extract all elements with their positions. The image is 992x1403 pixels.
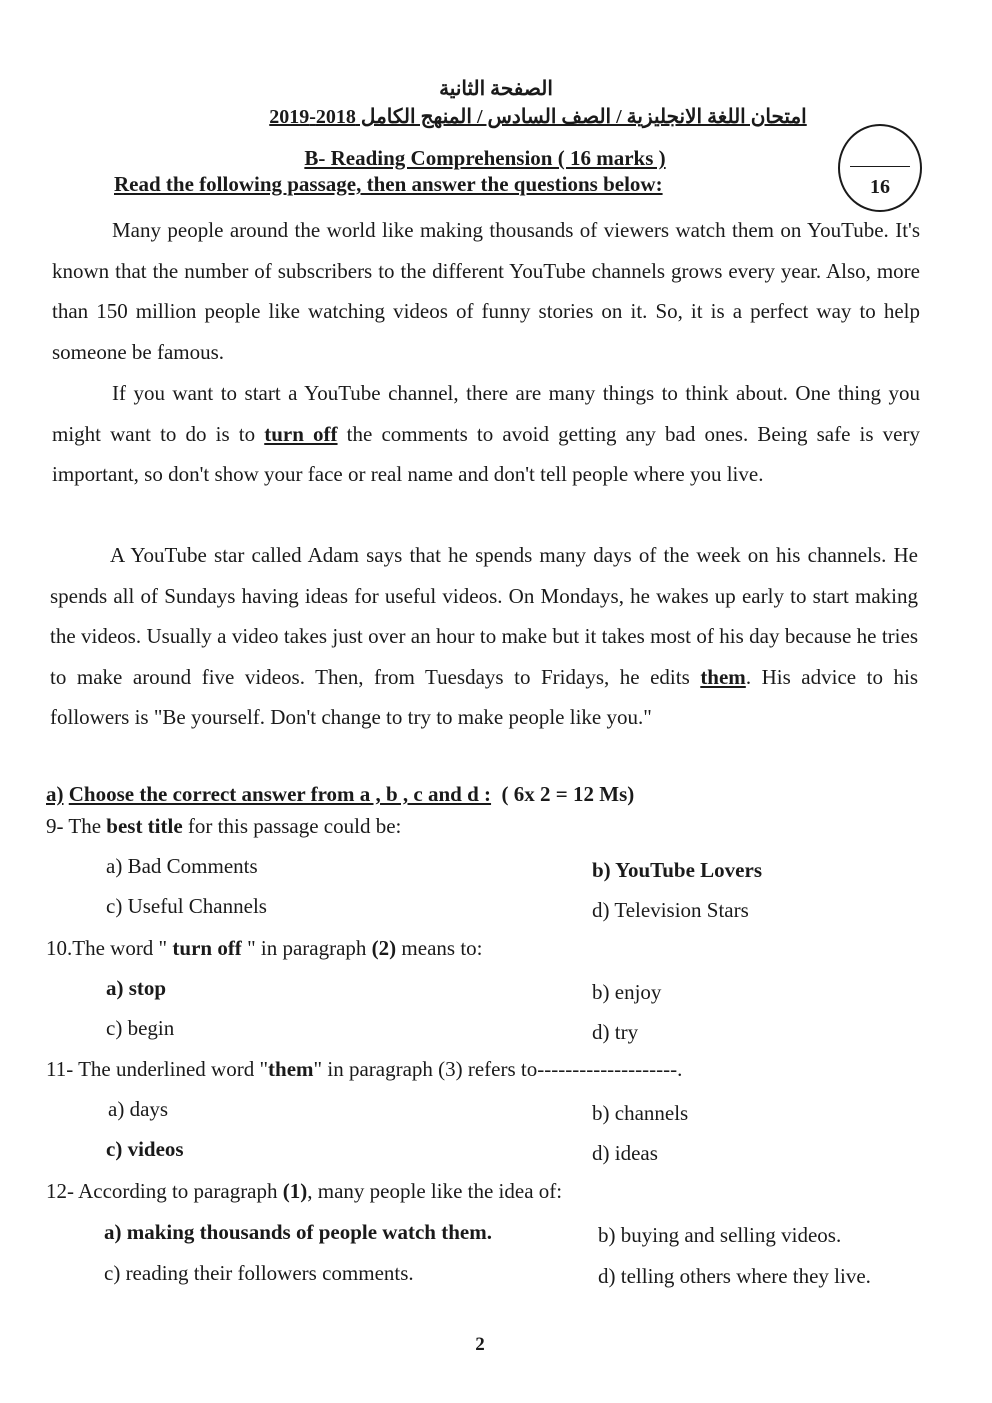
q12-option-a[interactable]: a) making thousands of people watch them. [104,1220,492,1244]
score-divider [850,166,910,167]
q10-stem-bold: turn off [172,936,242,960]
q10-stem-part: 10.The word " [46,936,173,960]
question-10-stem [46,936,483,961]
q11-option-b[interactable]: b) channels [592,1101,689,1125]
question-9-stem [46,814,401,839]
p2-text-after: the comments to avoid getting any bad ones. Being safe is very important, so don't show your face or real name and don't tell people where you live. [52,421,920,486]
score-total: 16 [870,176,890,198]
q10-option-d[interactable]: d) try [592,1020,639,1044]
q11-stem-bold: them [268,1057,314,1081]
p3-text-before: A YouTube star called Adam says that he spends many days of the week on his channels. He spends all of Sundays having ideas for useful videos. On Mondays, he wakes up early to start making the videos. Usually a video takes just over an hour to make but it takes most of his day because he tries to make around five videos. Then, from Tuesdays to Fridays, he edits [50,543,918,689]
q10-stem-bold: (2) [371,936,397,960]
q11-stem-part: 11- The underlined word " [46,1057,269,1081]
q9-stem-part: for this passage could be: [182,814,402,838]
q10-stem-part: " in paragraph [241,936,372,960]
part-a-marks: ( 6x 2 = 12 Ms) [501,782,635,806]
q9-option-d[interactable]: d) Television Stars [592,898,749,922]
q9-option-b[interactable]: b) YouTube Lovers [592,858,762,882]
arabic-page-label: الصفحة الثانية [439,78,553,100]
q10-option-c[interactable]: c) begin [106,1016,175,1040]
question-12-stem [46,1179,562,1204]
q11-option-d[interactable]: d) ideas [592,1141,658,1165]
arabic-exam-title: امتحان اللغة الانجليزية / الصف السادس / المنهج الكامل 2018-2019 [269,106,807,128]
q12-option-c[interactable]: c) reading their followers comments. [104,1261,414,1285]
q9-option-a[interactable]: a) Bad Comments [106,854,258,878]
q11-option-c[interactable]: c) videos [106,1137,184,1161]
q12-stem-bold: (1) [282,1179,308,1203]
q11-stem-part: " in paragraph (3) refers to--------------------. [313,1057,683,1081]
p3-text-after: . His advice to his followers is "Be yourself. Don't change to try to make people like you." [50,664,918,729]
q11-option-a[interactable]: a) days [108,1097,169,1121]
q12-option-b[interactable]: b) buying and selling videos. [598,1223,842,1247]
part-a-heading [46,782,634,807]
q10-stem-part: means to: [396,936,483,960]
p3-underlined-word: them [700,664,746,689]
q12-stem-part: 12- According to paragraph [46,1179,283,1203]
question-11-stem [46,1057,682,1082]
page-number: 2 [475,1334,485,1355]
q9-option-c[interactable]: c) Useful Channels [106,894,267,918]
q12-stem-part: , many people like the idea of: [307,1179,563,1203]
q10-option-a[interactable]: a) stop [106,976,167,1000]
q12-option-d[interactable]: d) telling others where they live. [598,1264,871,1288]
p2-underlined-phrase: turn off [264,421,338,446]
q9-stem-part: 9- The [46,814,107,838]
passage-paragraph-3 [50,535,918,738]
section-title: B- Reading Comprehension ( 16 marks ) [304,146,666,170]
section-instruction: Read the following passage, then answer the questions below: [114,172,663,196]
part-a-instruction: Choose the correct answer from a , b , c and d : [68,782,492,806]
p2-text-before: If you want to start a YouTube channel, there are many things to think about. One thing you might want to do is to [52,381,920,446]
passage-paragraph-1: Many people around the world like making thousands of viewers watch them on YouTube. It's known that the number of subscribers to the different YouTube channels grows every year. Also, more than 150 million people like watching videos of funny stories on it. So, it is a perfect way to help someone be famous. [52,218,920,364]
passage-paragraph-2 [52,373,920,495]
score-circle [838,124,922,212]
part-a-prefix: a) [46,782,64,806]
q9-stem-bold: best title [106,814,183,838]
q10-option-b[interactable]: b) enjoy [592,980,662,1004]
